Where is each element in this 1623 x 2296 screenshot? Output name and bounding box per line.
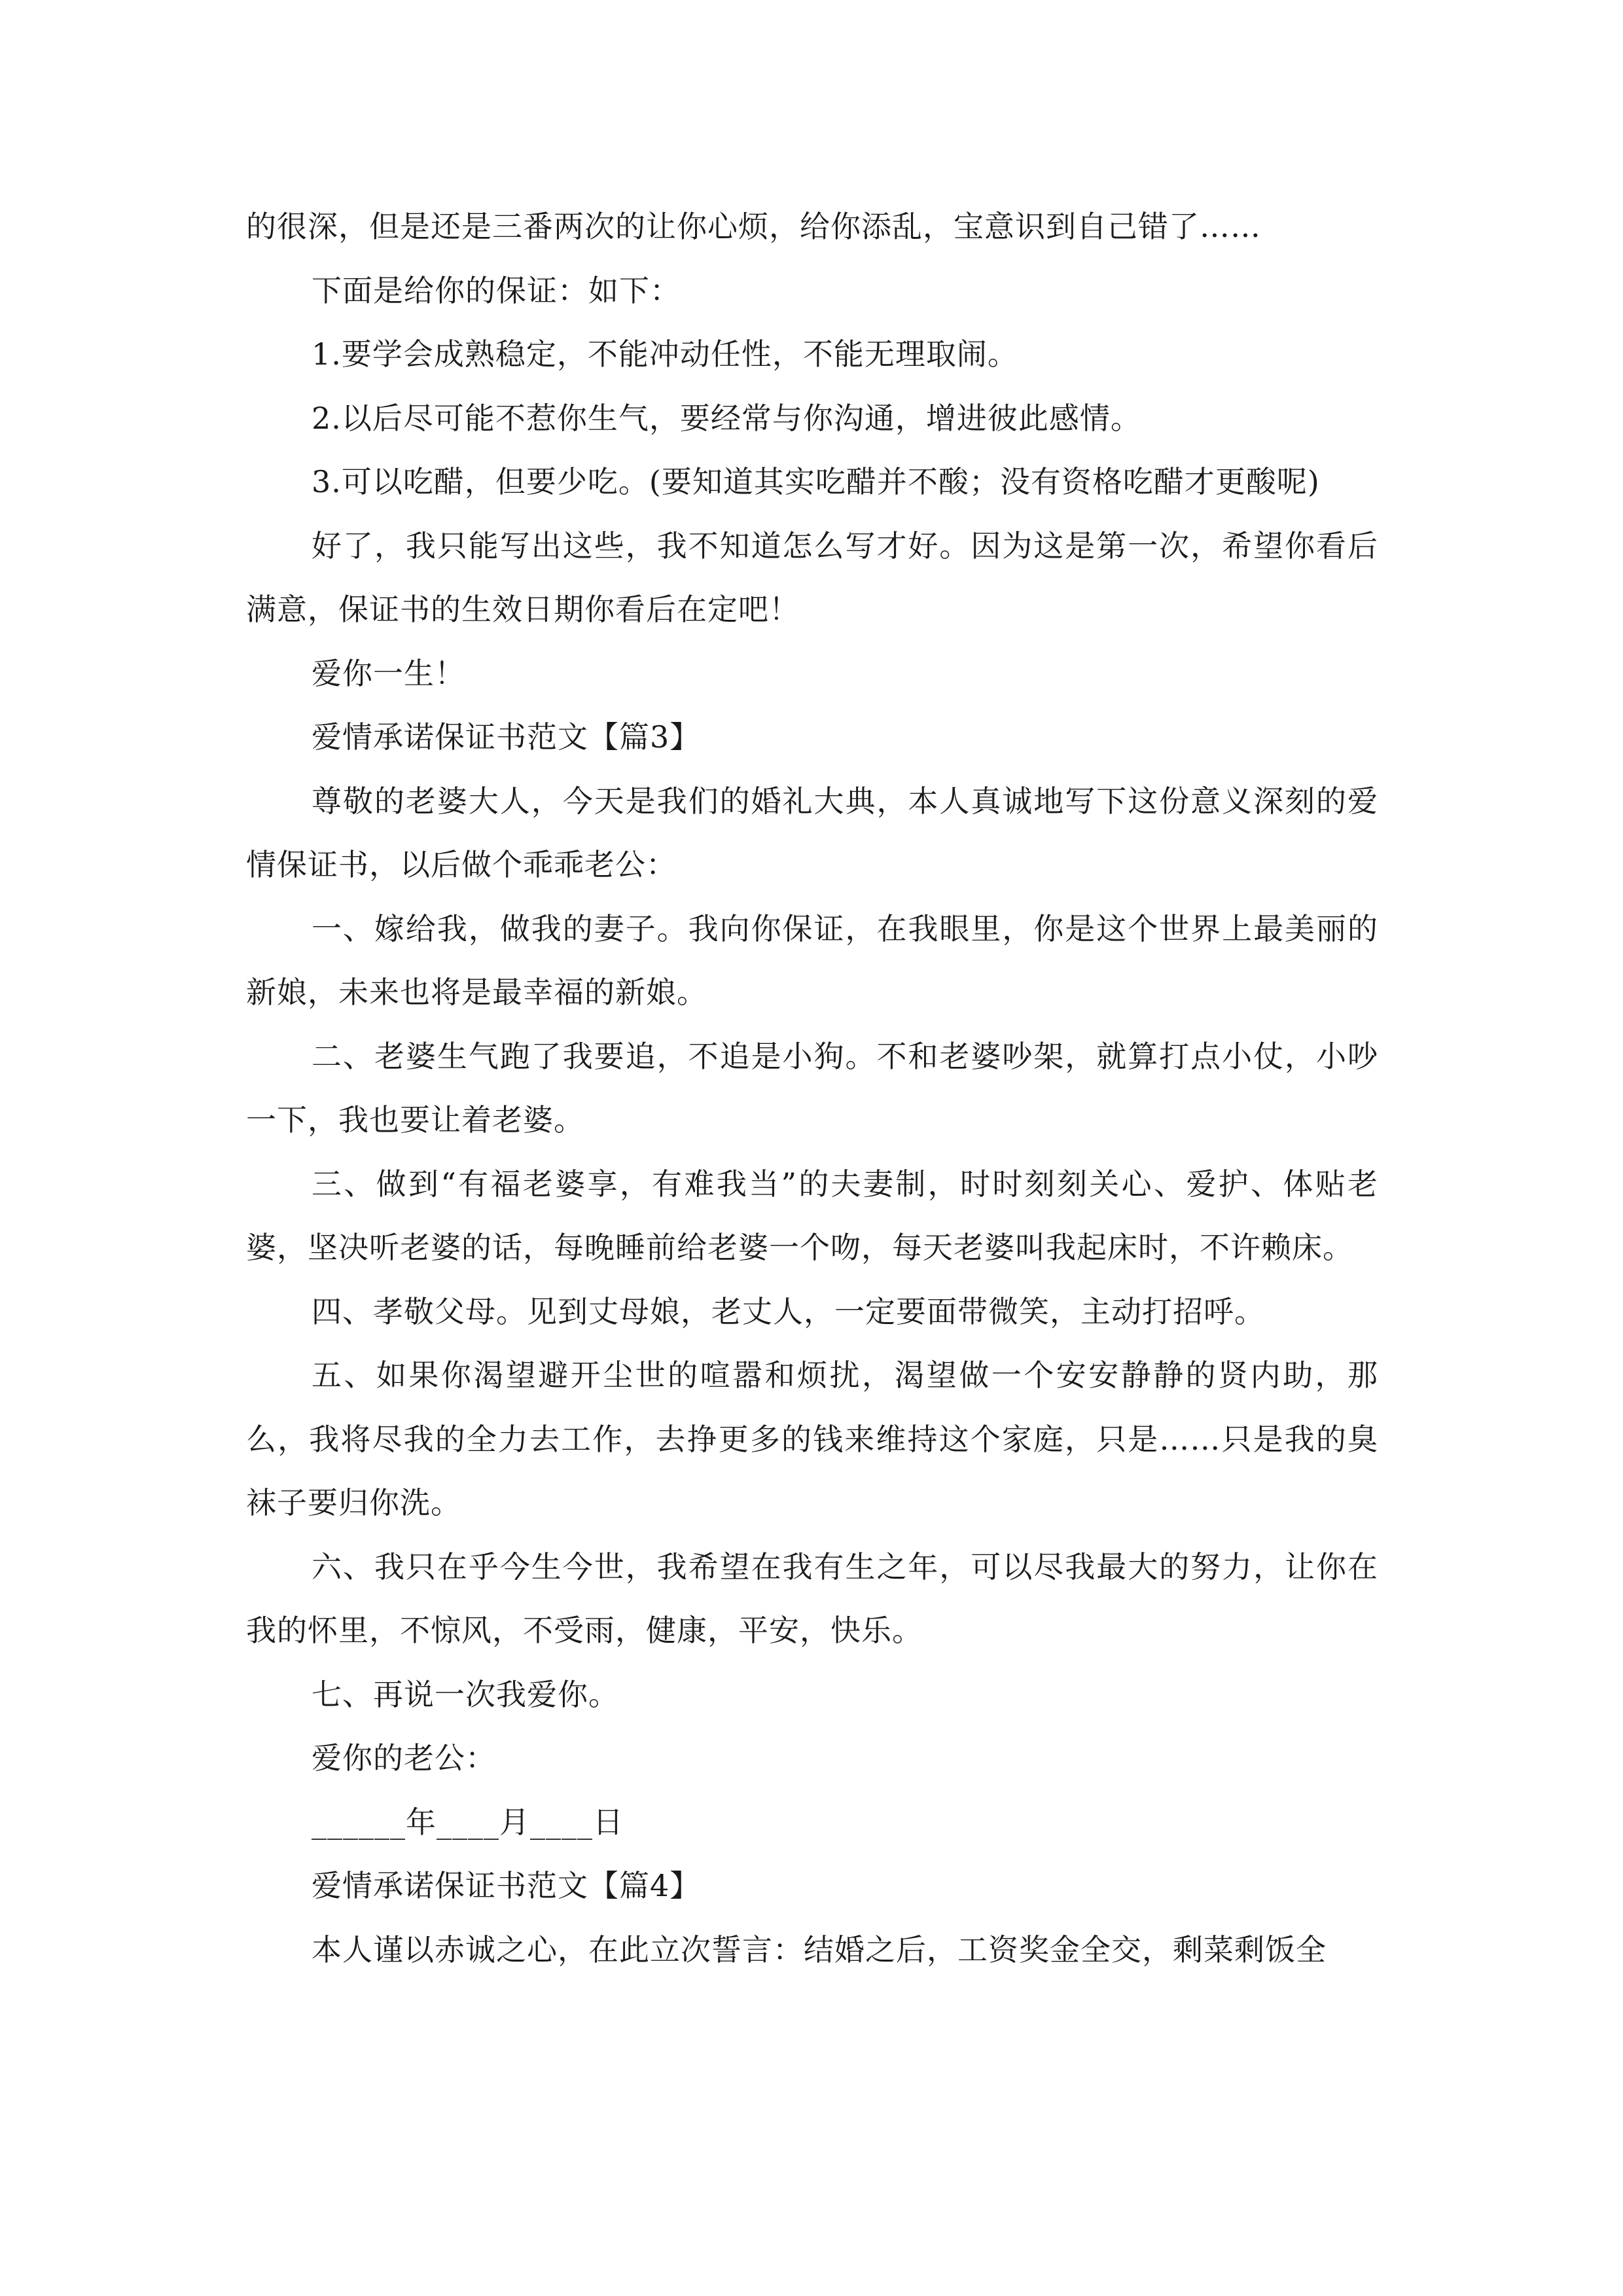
paragraph-item-1: 1.要学会成熟稳定，不能冲动任性，不能无理取闹。 [312,336,1018,372]
section-heading-4: 爱情承诺保证书范文【篇4】 [312,1868,701,1903]
paragraph-signature: 爱你的老公： [312,1740,496,1776]
paragraph-point-7: 七、再说一次我爱你。 [312,1676,619,1712]
paragraph-point-4: 四、孝敬父母。见到丈母娘，老丈人，一定要面带微笑，主动打招呼。 [312,1293,1265,1329]
paragraph-vow-start: 本人谨以赤诚之心，在此立次誓言：结婚之后，工资奖金全交，剩菜剩饭全 [312,1931,1327,1967]
section-heading-3: 爱情承诺保证书范文【篇3】 [312,719,701,755]
paragraph-continuation: 的很深，但是还是三番两次的让你心烦，给你添乱，宝意识到自己错了…… [246,209,1261,244]
paragraph-point-6: 六、我只在乎今生今世，我希望在我有生之年，可以尽我最大的努力，让你在我的怀里，不惊风，不受雨，健康，平安，快乐。 [246,1549,1378,1648]
paragraph-guarantee-intro: 下面是给你的保证：如下： [312,272,681,308]
paragraph-point-3: 三、做到“有福老婆享，有难我当”的夫妻制，时时刻刻关心、爱护、体贴老婆，坚决听老婆的话，每晚睡前给老婆一个吻，每天老婆叫我起床时，不许赖床。 [246,1166,1378,1265]
paragraph-date-line: ______年____月____日 [312,1804,624,1840]
paragraph-point-2: 二、老婆生气跑了我要追，不追是小狗。不和老婆吵架，就算打点小仗，小吵一下，我也要让着老婆。 [246,1038,1378,1138]
paragraph-signoff: 爱你一生！ [312,655,465,691]
paragraph-point-1: 一、嫁给我，做我的妻子。我向你保证，在我眼里，你是这个世界上最美丽的新娘，未来也将是最幸福的新娘。 [246,910,1378,1010]
paragraph-closing: 好了，我只能写出这些，我不知道怎么写才好。因为这是第一次，希望你看后满意，保证书的生效日期你看后在定吧！ [246,528,1378,627]
document-body [246,195,1378,1982]
paragraph-item-3: 3.可以吃醋，但要少吃。(要知道其实吃醋并不酸；没有资格吃醋才更酸呢) [312,464,1320,499]
paragraph-salutation: 尊敬的老婆大人，今天是我们的婚礼大典，本人真诚地写下这份意义深刻的爱情保证书，以后做个乖乖老公： [246,783,1378,882]
paragraph-point-5: 五、如果你渴望避开尘世的喧嚣和烦扰，渴望做一个安安静静的贤内助，那么，我将尽我的全力去工作，去挣更多的钱来维持这个家庭，只是……只是我的臭袜子要归你洗。 [246,1357,1378,1520]
paragraph-item-2: 2.以后尽可能不惹你生气，要经常与你沟通，增进彼此感情。 [312,400,1141,436]
